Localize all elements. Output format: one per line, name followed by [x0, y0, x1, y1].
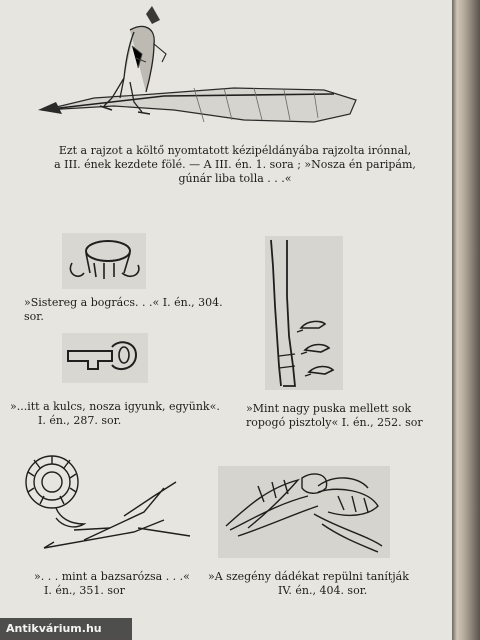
caption-bazsarozsa-line1: ». . . mint a bazsarózsa . . .«	[34, 570, 190, 583]
caption-dadek-line2: IV. én., 404. sor.	[278, 584, 368, 597]
caption-bogracs: »Sistereg a bogrács. . .« I. én., 304. sor.	[24, 296, 223, 323]
illustration-cauldron	[62, 233, 146, 289]
illustration-quill-rider	[34, 2, 364, 130]
illustration-goslings	[218, 466, 390, 558]
caption-top-line1: Ezt a rajzot a költő nyomtatott kézipéldányába rajzolta irónnal,	[58, 144, 412, 157]
illustration-key	[62, 333, 148, 383]
illustration-rifle	[265, 236, 343, 390]
caption-puska-line2: ropogó pisztoly« I. én., 252. sor	[246, 416, 423, 429]
illustration-peony	[14, 452, 198, 556]
caption-top-line3: gúnár liba tolla . . .«	[178, 172, 292, 185]
book-spine	[452, 0, 480, 640]
caption-top-line2: a III. ének kezdete fölé. — A III. én. 1. sora ; »Nosza én paripám,	[54, 158, 416, 171]
caption-puska-line1: »Mint nagy puska mellett sok	[246, 402, 412, 415]
caption-bazsarozsa-line2: I. én., 351. sor	[44, 584, 125, 597]
caption-dadek-line1: »A szegény dádékat repülni tanítják	[208, 570, 409, 583]
caption-kulcs-line1: »...itt a kulcs, nosza igyunk, együnk«.	[10, 400, 220, 413]
caption-kulcs-line2: I. én., 287. sor.	[38, 414, 122, 427]
watermark: Antikvárium.hu	[0, 618, 132, 640]
